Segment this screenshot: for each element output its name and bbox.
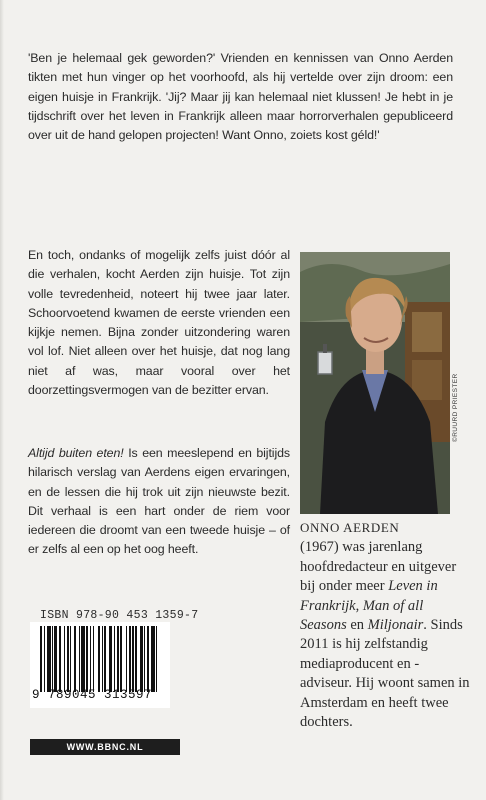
publication-title-3: Miljonair xyxy=(367,617,424,634)
blurb-paragraph-1: 'Ben je helemaal gek geworden?' Vrienden en kennissen van Onno Aerden tikten met hun vinger op het voorhoofd, als hij vertelde over zijn droom: een eigen huisje in Frankrijk. 'Jij? Maar jij kan helemaal niet klussen! Je hebt in je tijdschrift over het leven in Frankrijk alleen maar horrorverhalen gepubliceerd over uit de hand gelopen projecten! Want Onno, zoiets kost géld!' xyxy=(28,51,453,143)
blurb-paragraph-2: En toch, ondanks of mogelijk zelfs juist dóór al die verhalen, kocht Aerden zijn huisje. Tot zijn volle tevredenheid, noteert hij twee jaar later. Schoorvoetend kwamen de eerste vrienden een kijkje nemen. Bijna zonder uitzondering waren vol lof. Niet alleen over het huisje, dat nog lang niet af was, maar vooral over het doorzettingsvermogen van de bezitter ervan. xyxy=(28,248,290,398)
publication-title-1: Leven in Frankrijk xyxy=(300,578,438,614)
barcode-stripe xyxy=(157,626,159,692)
author-name: ONNO AERDEN xyxy=(300,520,400,535)
separator: , xyxy=(355,597,360,614)
book-title: Altijd buiten eten! xyxy=(28,446,124,460)
page-edge xyxy=(0,0,4,800)
isbn-label: ISBN 978-90 453 1359-7 xyxy=(40,609,199,622)
website-label: WWW.BBNC.NL xyxy=(30,739,180,755)
author-photo-illustration xyxy=(300,252,450,514)
author-photo xyxy=(300,252,450,514)
barcode xyxy=(40,626,160,692)
blurb-paragraph-3 xyxy=(28,444,290,560)
conjunction: en xyxy=(350,617,365,634)
author-bio-rest: . Sinds 2011 is hij zelfstandig mediaproducent en -adviseur. Hij woont samen in Amsterdam en heeft twee dochters. xyxy=(300,617,470,731)
publication-title-2: Man of all Seasons xyxy=(300,597,424,634)
photo-credit: ©RUURD PRIESTER xyxy=(452,373,459,442)
barcode-digits: 9 789045 313597 xyxy=(32,688,153,702)
author-bio-intro: (1967) was jarenlang hoofdredacteur en uitgever bij onder meer xyxy=(300,539,457,595)
blurb-paragraph-3-text: Is een meeslepend en bijtijds hilarisch verslag van Aerdens eigen ervaringen, en de lessen die hij trok uit zijn nieuwste bezit. Dit verhaal is een hart onder de riem voor iedereen die droomt van een tweede huisje – of er zelfs al een op het oog heeft. xyxy=(28,446,290,557)
author-bio xyxy=(300,518,470,732)
